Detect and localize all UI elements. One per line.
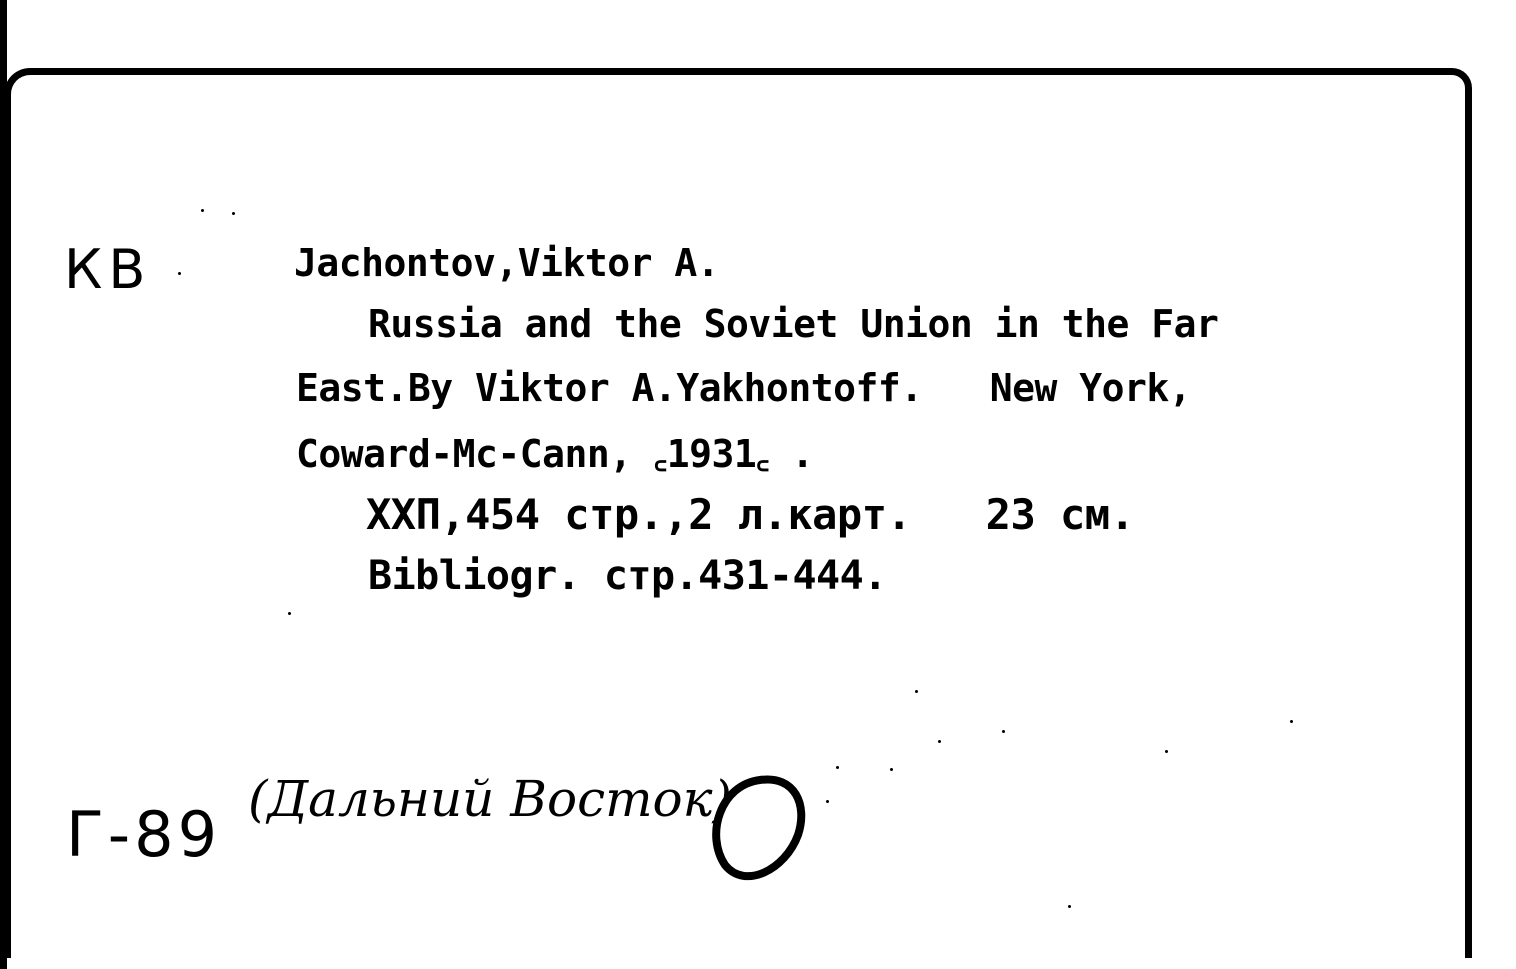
title-line-1: Russia and the Soviet Union in the Far [368,302,1219,346]
shelfmark-handwritten: КВ [64,238,152,301]
speck [201,209,204,212]
speck [826,800,829,803]
speck [836,766,839,769]
collation-line: XXП,454 стр.,2 л.карт. 23 см. [366,490,1135,539]
title-line-3: Coward-Mc-Cann, ꜀1931꜀ . [296,432,814,476]
speck [178,272,181,275]
speck [288,612,291,615]
bibliography-note: Bibliogr. стр.431-444. [368,553,887,599]
speck [1290,720,1293,723]
speck [890,768,893,771]
call-number-handwritten: Г-89 [66,798,222,871]
handdrawn-oval [716,779,801,876]
subject-note-handwritten: (Дальний Восток) [248,770,732,828]
title-line-2: East.By Viktor A.Yakhontoff. New York, [296,366,1192,410]
speck [938,740,941,743]
speck [1002,730,1005,733]
speck [1165,750,1168,753]
speck [915,690,918,693]
author-heading: Jachontov,Viktor A. [294,241,720,285]
speck [1068,905,1071,908]
speck [232,212,235,215]
